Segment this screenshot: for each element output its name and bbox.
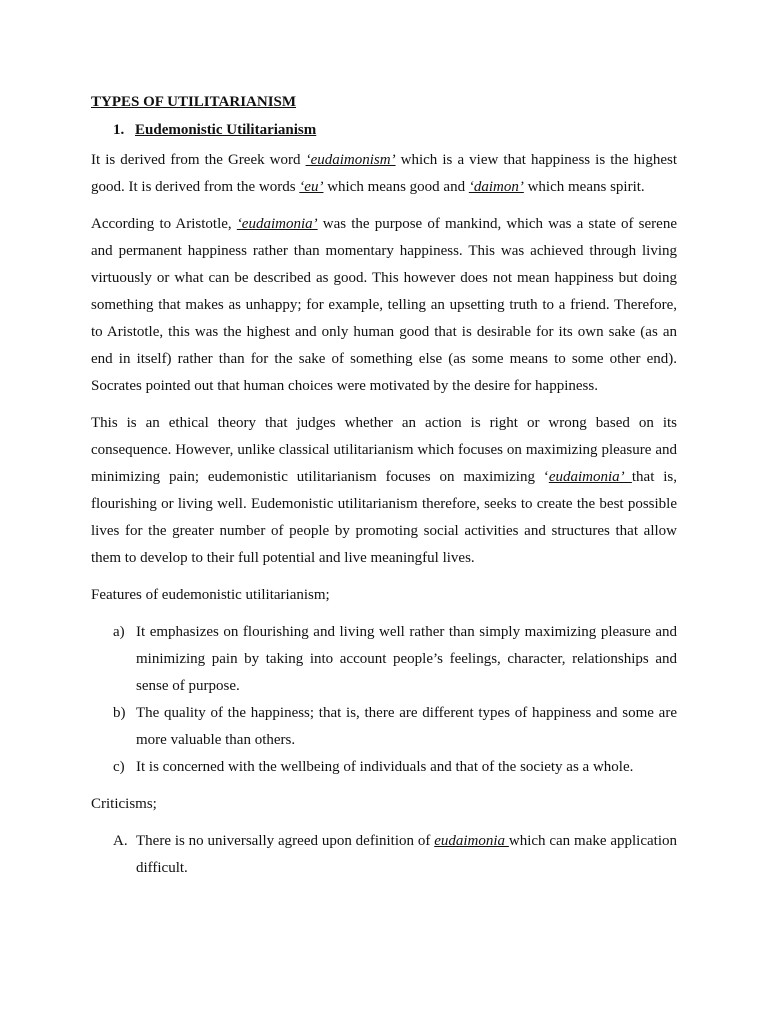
page-title: TYPES OF UTILITARIANISM xyxy=(91,94,297,110)
list-item xyxy=(91,754,677,781)
list-item xyxy=(91,700,677,754)
list-marker: b) xyxy=(113,705,126,721)
section-heading xyxy=(91,120,677,140)
criticisms-list xyxy=(91,828,677,882)
list-marker: a) xyxy=(113,624,125,640)
term-eudaimonia: eudaimonia’ xyxy=(548,469,632,485)
text-run: which means spirit. xyxy=(523,179,645,195)
list-marker: c) xyxy=(113,759,125,775)
paragraph-aristotle xyxy=(91,211,677,400)
term-eu: ‘eu’ xyxy=(299,179,324,195)
term-eudaimonia: ‘eudaimonia’ xyxy=(236,216,318,232)
text-run: There is no universally agreed upon definition of xyxy=(136,833,435,849)
term-eudaimonism: ‘eudaimonism’ xyxy=(305,152,396,168)
paragraph-ethical-theory xyxy=(91,410,677,572)
text-run: which is a view that happiness is the highest good. It is derived from the words xyxy=(91,152,677,195)
text-run: which means good and xyxy=(323,179,469,195)
section-number: 1. xyxy=(113,122,125,138)
list-item-text: It emphasizes on flourishing and living well rather than simply maximizing pleasure and minimizing pain by taking into account people’s feelings, character, relationships and sense of purpose. xyxy=(136,624,677,694)
term-eudaimonia: eudaimonia xyxy=(434,833,509,849)
text-run: was the purpose of mankind, which was a state of serene and permanent happiness rather than momentary happiness. This was achieved through living virtuously or what can be described as good. This however does not mean happiness but doing something that makes as unhappy; for example, telling an upsetting truth to a friend. Therefore, to Aristotle, this was the highest and only human good that is desirable for its own sake (as an end in itself) rather than for the sake of something else (as some means to some other end). Socrates pointed out that human choices were motivated by the desire for happiness. xyxy=(91,216,677,394)
criticisms-heading: Criticisms; xyxy=(91,796,157,812)
text-run: This is an ethical theory that judges whether an action is right or wrong based on its consequence. However, unlike classical utilitarianism which focuses on maximizing pleasure and minimizing pain; eudemonistic utilitarianism focuses on maximizing ‘ xyxy=(91,415,677,485)
term-daimon: ‘daimon’ xyxy=(468,179,524,195)
document-body xyxy=(91,92,677,892)
list-item xyxy=(91,619,677,700)
paragraph-etymology xyxy=(91,147,677,201)
text-run: According to Aristotle, xyxy=(91,216,237,232)
text-run: that is, flourishing or living well. Eudemonistic utilitarianism therefore, seeks to create the best possible lives for the greater number of people by promoting social activities and structures that allow them to develop to their full potential and live meaningful lives. xyxy=(91,469,677,566)
text-run: It is derived from the Greek word xyxy=(91,152,306,168)
list-item-text: It is concerned with the wellbeing of individuals and that of the society as a whole. xyxy=(136,759,634,775)
text-run: which can make application difficult. xyxy=(136,833,677,876)
features-heading: Features of eudemonistic utilitarianism; xyxy=(91,587,330,603)
list-item-text: The quality of the happiness; that is, there are different types of happiness and some are more valuable than others. xyxy=(136,705,677,748)
list-item xyxy=(91,828,677,882)
features-list xyxy=(91,619,677,781)
list-marker: A. xyxy=(113,833,128,849)
section-label: Eudemonistic Utilitarianism xyxy=(135,122,317,138)
